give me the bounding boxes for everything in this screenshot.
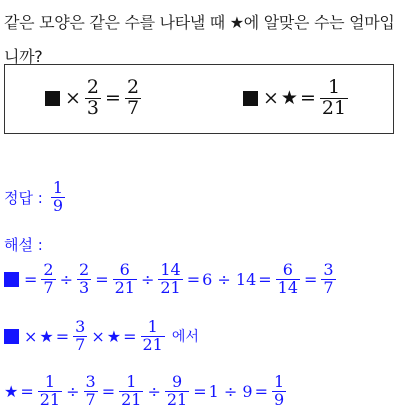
fraction: $\frac{3}{7}$ <box>323 260 334 297</box>
square-icon <box>243 91 258 106</box>
equals-sign: = <box>24 269 38 289</box>
star-icon: ★ <box>39 326 54 346</box>
fraction: $\frac{2}{3}$ <box>79 260 90 297</box>
fraction: $\frac{2}{7}$ <box>126 76 140 119</box>
equals-sign: = <box>304 269 318 289</box>
equals-sign: = <box>20 381 34 401</box>
division-expression: 1 ÷ 9 <box>208 381 253 401</box>
times-sign: × <box>65 87 81 110</box>
answer-line <box>4 180 67 215</box>
solution-line-2 <box>4 319 199 354</box>
answer-label: 정답 : <box>4 188 43 207</box>
fraction: $\frac{3}{7}$ <box>85 372 96 409</box>
equals-sign: = <box>299 87 316 110</box>
equals-sign: = <box>55 326 70 346</box>
fraction: $\frac{14}{21}$ <box>160 260 181 297</box>
square-icon <box>4 329 19 344</box>
equals-sign: = <box>186 269 201 289</box>
solution-title: 해설 : <box>4 236 43 254</box>
fraction: $\frac{1}{21}$ <box>39 372 61 409</box>
given-equations-box <box>4 64 394 134</box>
square-icon <box>4 272 19 287</box>
fraction: $\frac{1}{9}$ <box>273 372 285 409</box>
divide-sign: ÷ <box>140 269 155 289</box>
equals-sign: = <box>105 87 121 110</box>
solution-line-3 <box>4 374 288 409</box>
fraction: $\frac{1}{21}$ <box>142 317 163 354</box>
equals-sign: = <box>254 381 268 401</box>
fraction: $\frac{2}{7}$ <box>43 260 54 297</box>
times-sign: × <box>24 326 38 346</box>
equals-sign: = <box>123 326 137 346</box>
given-equation-star <box>243 78 350 119</box>
question-text: 같은 모양은 같은 수를 나타낼 때 ★에 알맞은 수는 얼마입니까? <box>4 13 395 66</box>
fraction: $\frac{3}{7}$ <box>75 317 86 354</box>
equals-sign: = <box>258 269 272 289</box>
answer-fraction: $\frac{1}{9}$ <box>52 178 63 215</box>
solution-line-1 <box>4 262 338 297</box>
square-icon <box>45 91 60 106</box>
fraction: $\frac{1}{21}$ <box>321 76 347 119</box>
divide-sign: ÷ <box>147 381 161 401</box>
equals-sign: = <box>95 269 109 289</box>
star-icon: ★ <box>280 87 298 110</box>
fraction: $\frac{2}{3}$ <box>86 76 100 119</box>
times-sign: × <box>263 87 279 110</box>
equals-sign: = <box>101 381 116 401</box>
divide-sign: ÷ <box>66 381 80 401</box>
suffix-text: 에서 <box>171 329 199 346</box>
fraction: $\frac{6}{21}$ <box>114 260 135 297</box>
star-icon: ★ <box>4 381 19 401</box>
given-equation-square <box>45 78 143 119</box>
times-sign: × <box>91 326 105 346</box>
fraction: $\frac{9}{21}$ <box>166 372 188 409</box>
division-expression: 6 ÷ 14 <box>202 269 257 289</box>
star-icon: ★ <box>106 326 122 346</box>
fraction: $\frac{6}{14}$ <box>277 260 299 297</box>
equals-sign: = <box>193 381 207 401</box>
fraction: $\frac{1}{21}$ <box>121 372 142 409</box>
divide-sign: ÷ <box>59 269 73 289</box>
